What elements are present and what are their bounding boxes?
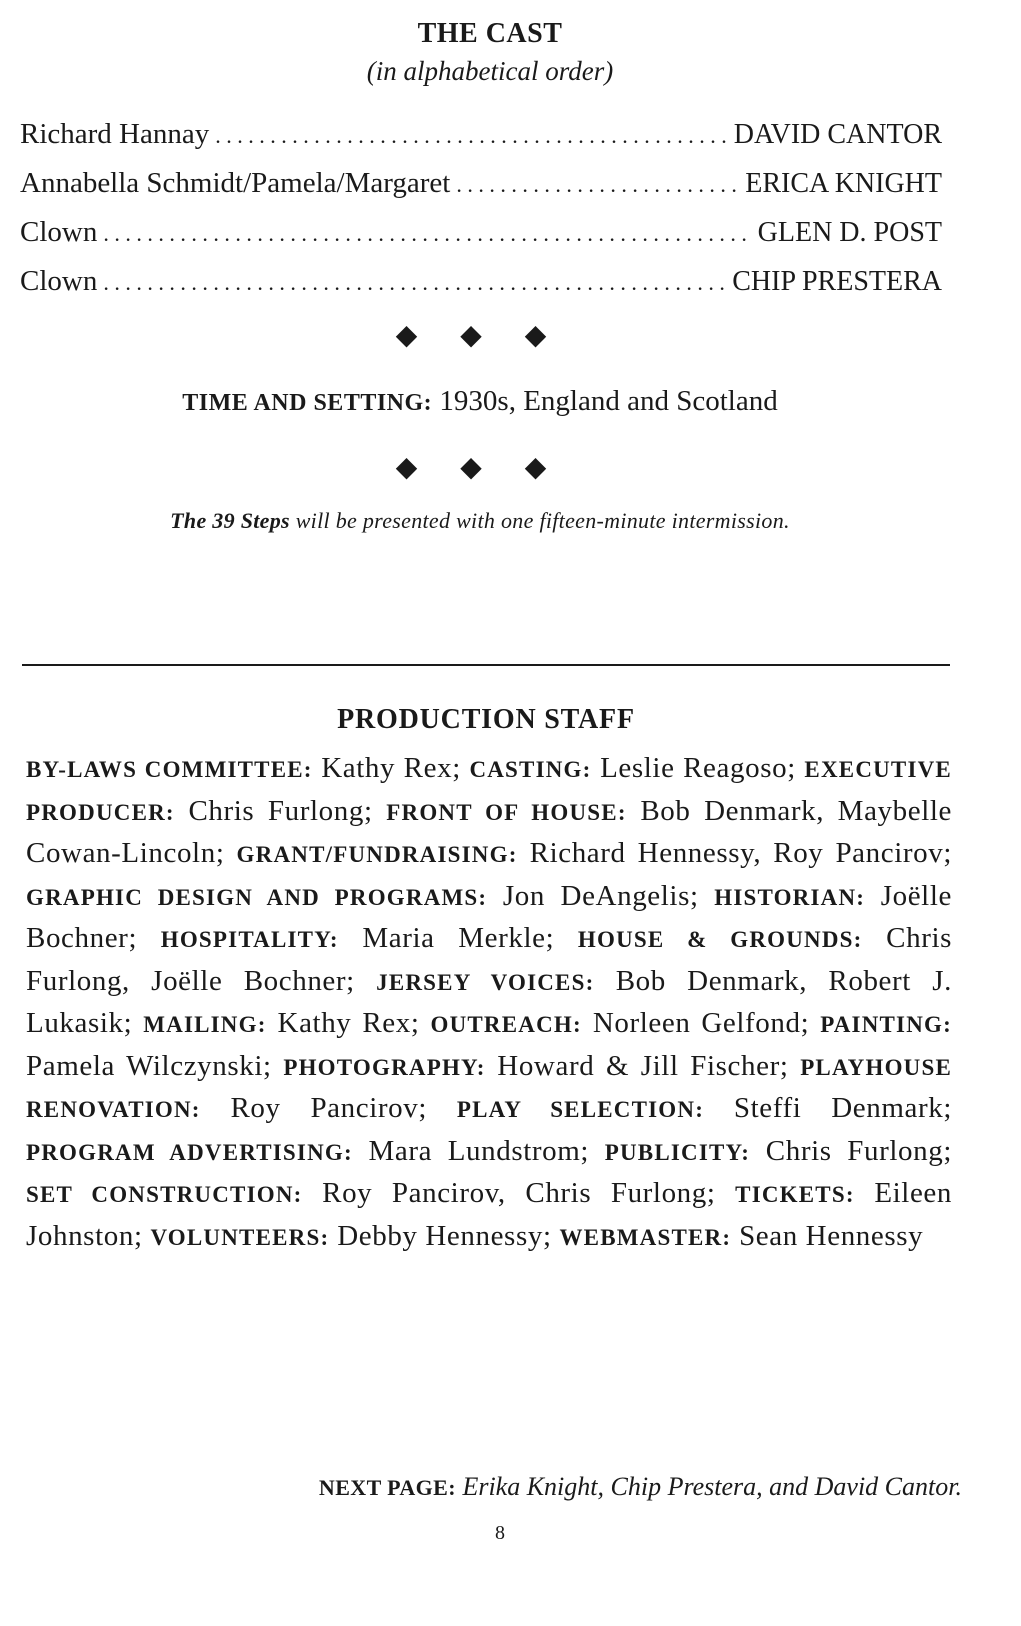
cast-actor: DAVID CANTOR bbox=[733, 119, 942, 150]
cast-subtitle: (in alphabetical order) bbox=[366, 56, 614, 86]
leader-dots bbox=[103, 221, 751, 247]
cast-role: Clown bbox=[20, 216, 98, 248]
diamond-ornament: ◆ ◆ ◆ bbox=[395, 452, 565, 483]
cast-role: Annabella Schmidt/Pamela/Margaret bbox=[20, 167, 451, 199]
cast-row bbox=[20, 216, 942, 265]
intermission-note bbox=[0, 508, 960, 534]
staff-role: SET CONSTRUCTION: bbox=[26, 1182, 303, 1207]
staff-role: EXECUTIVE PRODUCER: bbox=[26, 757, 952, 825]
staff-names: Sean Hennessy bbox=[739, 1219, 924, 1252]
page-number: 8 bbox=[495, 1522, 505, 1544]
staff-role: PROGRAM ADVERTISING: bbox=[26, 1139, 353, 1165]
staff-role: HISTORIAN: bbox=[714, 884, 866, 910]
staff-names: Richard Hennessy, Roy Pancirov bbox=[529, 837, 944, 869]
staff-role: WEBMASTER: bbox=[559, 1224, 732, 1250]
time-and-setting bbox=[0, 385, 960, 418]
cast-role: Richard Hannay bbox=[20, 118, 210, 150]
staff-names: Mara Lundstrom bbox=[368, 1134, 581, 1167]
cast-row bbox=[20, 118, 942, 167]
cast-row bbox=[20, 167, 942, 216]
staff-role: JERSEY VOICES: bbox=[376, 969, 595, 995]
staff-role: CASTING: bbox=[469, 757, 592, 782]
staff-role: PUBLICITY: bbox=[604, 1139, 751, 1165]
staff-role: PLAY SELECTION: bbox=[456, 1097, 705, 1122]
staff-names: Chris Furlong bbox=[765, 1134, 944, 1167]
staff-role: GRANT/FUNDRAISING: bbox=[236, 842, 518, 867]
diamond-ornament: ◆ ◆ ◆ bbox=[395, 320, 565, 351]
next-page-text: Erika Knight, Chip Prestera, and David Cantor. bbox=[455, 1472, 962, 1501]
production-staff-list: BY-LAWS COMMITTEE: Kathy Rex; CASTING: Leslie Reagoso; EXECUTIVE PRODUCER: Chris Furlong; FRONT OF HOUSE: Bob Denmark, Maybelle Cowan-Lincoln; GRANT/FUNDRAISING: Richard Hennessy, Roy Pancirov; GRAPHIC DESIGN AND PROGRAMS: Jon DeAngelis; HISTORIAN: Joëlle Bochner; HOSPITALITY: Maria Merkle; HOUSE & GROUNDS: Chris Furlong, Joëlle Bochner; JERSEY VOICES: Bob Denmark, Robert J. Lukasik; MAILING: Kathy Rex; OUTREACH: Norleen Gelfond; PAINTING: Pamela Wilczynski; PHOTOGRAPHY: Howard & Jill Fischer; PLAYHOUSE RENOVATION: Roy Pancirov; PLAY SELECTION: Steffi Denmark; PROGRAM ADVERTISING: Mara Lundstrom; PUBLICITY: Chris Furlong; SET CONSTRUCTION: Roy Pancirov, Chris Furlong; TICKETS: Eileen Johnston; VOLUNTEERS: Debby Hennessy; WEBMASTER: Sean Hennessy bbox=[26, 752, 953, 1252]
next-page-label: NEXT PAGE: bbox=[318, 1475, 456, 1500]
staff-names: Jon DeAngelis bbox=[502, 879, 690, 912]
cast-title: THE CAST bbox=[417, 18, 563, 49]
staff-names: Roy Pancirov bbox=[230, 1092, 419, 1124]
staff-role: GRAPHIC DESIGN AND PROGRAMS: bbox=[26, 884, 488, 910]
staff-role: VOLUNTEERS: bbox=[150, 1224, 330, 1250]
staff-names: Kathy Rex bbox=[277, 1007, 411, 1039]
staff-names: Kathy Rex bbox=[321, 752, 453, 784]
cast-actor: CHIP PRESTERA bbox=[732, 266, 942, 297]
production-staff-title: PRODUCTION STAFF bbox=[337, 704, 635, 735]
setting-value: 1930s, England and Scotland bbox=[432, 385, 778, 417]
staff-names: Debby Hennessy bbox=[337, 1219, 543, 1252]
section-divider bbox=[22, 664, 950, 666]
staff-names: Eileen Johnston bbox=[26, 1177, 952, 1252]
staff-names: Howard & Jill Fischer bbox=[497, 1049, 780, 1082]
intermission-text: will be presented with one fifteen-minute intermission. bbox=[289, 508, 790, 533]
staff-names: Roy Pancirov, Chris Furlong bbox=[322, 1177, 707, 1209]
staff-role: HOSPITALITY: bbox=[160, 927, 339, 952]
leader-dots bbox=[456, 172, 739, 198]
next-page-caption bbox=[0, 1472, 962, 1502]
leader-dots bbox=[103, 270, 726, 296]
cast-role: Clown bbox=[20, 265, 98, 297]
cast-actor: ERICA KNIGHT bbox=[745, 168, 942, 199]
staff-names: Maria Merkle bbox=[362, 922, 546, 954]
cast-row bbox=[20, 265, 942, 314]
staff-role: PHOTOGRAPHY: bbox=[283, 1054, 486, 1080]
staff-names: Norleen Gelfond bbox=[592, 1007, 801, 1039]
staff-names: Steffi Denmark bbox=[733, 1092, 944, 1124]
show-title: The 39 Steps bbox=[170, 508, 290, 533]
staff-role: PAINTING: bbox=[820, 1012, 952, 1037]
leader-dots bbox=[215, 123, 728, 149]
staff-names: Bob Denmark, Maybelle Cowan-Lincoln bbox=[26, 794, 952, 869]
staff-role: BY-LAWS COMMITTEE: bbox=[26, 757, 313, 782]
setting-label: TIME AND SETTING: bbox=[182, 390, 433, 416]
staff-names: Bob Denmark, Robert J. Lukasik bbox=[26, 964, 952, 1039]
cast-actor: GLEN D. POST bbox=[757, 217, 942, 248]
staff-names: Chris Furlong, Joëlle Bochner bbox=[26, 922, 953, 997]
staff-names: Chris Furlong bbox=[188, 794, 364, 827]
staff-names: Pamela Wilczynski bbox=[26, 1049, 264, 1082]
staff-role: OUTREACH: bbox=[430, 1012, 582, 1037]
staff-role: MAILING: bbox=[143, 1012, 267, 1037]
staff-names: Joëlle Bochner bbox=[26, 879, 952, 954]
staff-role: FRONT OF HOUSE: bbox=[386, 799, 627, 825]
staff-role: HOUSE & GROUNDS: bbox=[577, 927, 863, 952]
staff-role: TICKETS: bbox=[735, 1182, 855, 1207]
cast-list bbox=[20, 118, 942, 314]
staff-role: PLAYHOUSE RENOVATION: bbox=[26, 1054, 953, 1122]
staff-names: Leslie Reagoso bbox=[600, 752, 788, 784]
